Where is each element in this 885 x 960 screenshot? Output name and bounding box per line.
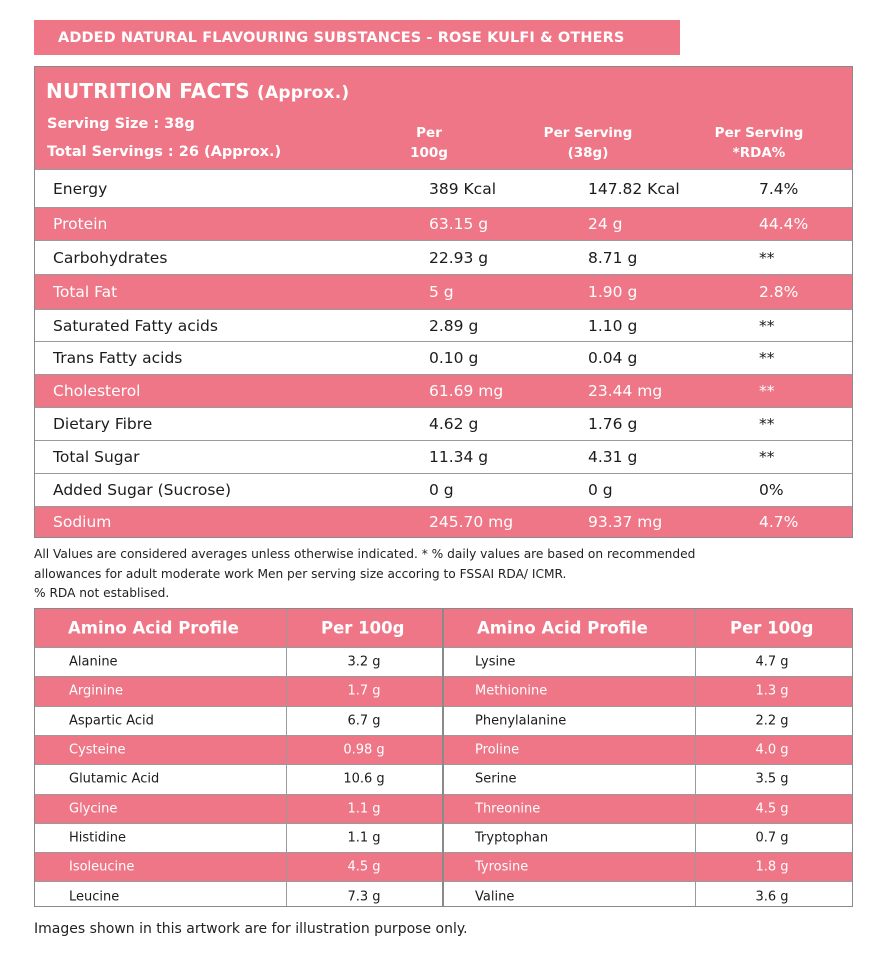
right-amino-name: Tryptophan bbox=[475, 830, 549, 846]
amino-acid-table bbox=[34, 608, 853, 907]
header-banner bbox=[34, 20, 680, 55]
nutrients-name: Protein bbox=[53, 215, 108, 233]
col-header-per100 bbox=[389, 123, 469, 163]
col-header-rda-l2: *RDA% bbox=[732, 145, 786, 161]
left-amino-value: 6.7 g bbox=[347, 713, 381, 729]
left-amino-name: Alanine bbox=[69, 654, 118, 670]
left-amino-value: 3.2 g bbox=[347, 654, 381, 670]
nutrition-row: Energy 389 Kcal 147.82 Kcal 7.4% bbox=[35, 169, 852, 207]
right-amino-name: Valine bbox=[475, 889, 515, 905]
disclaimer: Images shown in this artwork are for illustration purpose only. bbox=[34, 921, 468, 937]
left-amino-name: Histidine bbox=[69, 830, 126, 846]
right-amino-value: 4.7 g bbox=[755, 654, 789, 670]
nutrition-row: Cholesterol 61.69 mg 23.44 mg ** bbox=[35, 374, 852, 407]
nutrients-name: Cholesterol bbox=[53, 382, 141, 400]
left-amino-name: Cysteine bbox=[69, 742, 126, 758]
total-servings: Total Servings : 26 (Approx.) bbox=[47, 144, 282, 160]
right-amino-name: Methionine bbox=[475, 683, 548, 699]
left-amino-value: 1.1 g bbox=[347, 830, 381, 846]
nutrition-row: Total Fat 5 g 1.90 g 2.8% bbox=[35, 274, 852, 309]
nutrients-name: Added Sugar (Sucrose) bbox=[53, 481, 232, 499]
right-amino-value: 2.2 g bbox=[755, 713, 789, 729]
right-amino-value: 4.5 g bbox=[755, 801, 789, 817]
amino-header-left-val: Per 100g bbox=[321, 618, 405, 638]
footnote-line-1: All Values are considered averages unless otherwise indicated. * % daily values are based on recommended bbox=[34, 547, 696, 561]
nutrients-name: Dietary Fibre bbox=[53, 415, 153, 433]
right-amino-name: Lysine bbox=[475, 654, 516, 670]
right-amino-value: 1.8 g bbox=[755, 859, 789, 875]
banner-text: ADDED NATURAL FLAVOURING SUBSTANCES - ROSE KULFI & OTHERS bbox=[58, 29, 625, 46]
nutrients-name: Trans Fatty acids bbox=[53, 349, 183, 367]
nutrition-row: Total Sugar 11.34 g 4.31 g ** bbox=[35, 440, 852, 473]
nutrients-name: Total Sugar bbox=[53, 448, 140, 466]
right-amino-name: Phenylalanine bbox=[475, 713, 567, 729]
col-header-serving-l1: Per Serving bbox=[543, 125, 633, 141]
nutrition-row: Carbohydrates 22.93 g 8.71 g ** bbox=[35, 240, 852, 274]
left-amino-value: 1.1 g bbox=[347, 801, 381, 817]
left-amino-name: Isoleucine bbox=[69, 859, 135, 875]
nutrition-title-sub: (Approx.) bbox=[257, 83, 350, 103]
left-amino-name: Arginine bbox=[69, 683, 123, 699]
nutrition-facts-table bbox=[34, 66, 853, 538]
right-amino-value: 3.6 g bbox=[755, 889, 789, 905]
nutrition-row: Dietary Fibre 4.62 g 1.76 g ** bbox=[35, 407, 852, 440]
footnote bbox=[34, 545, 794, 604]
nutrition-header bbox=[35, 67, 852, 169]
col-header-serving-l2: (38g) bbox=[567, 145, 609, 161]
column-divider bbox=[286, 609, 287, 906]
nutrients-name: Saturated Fatty acids bbox=[53, 316, 218, 335]
nutrition-title bbox=[46, 79, 349, 103]
col-header-per100-l2: 100g bbox=[410, 145, 448, 161]
right-amino-value: 0.7 g bbox=[755, 830, 789, 846]
left-amino-value: 1.7 g bbox=[347, 683, 381, 699]
right-amino-name: Threonine bbox=[475, 801, 541, 817]
left-amino-value: 4.5 g bbox=[347, 859, 381, 875]
amino-header-left: Amino Acid Profile bbox=[68, 618, 239, 638]
nutrients-name: Total Fat bbox=[53, 283, 118, 301]
nutrition-row: Saturated Fatty acids 2.89 g 1.10 g ** bbox=[35, 309, 852, 341]
left-amino-value: 7.3 g bbox=[347, 889, 381, 905]
amino-header-right: Amino Acid Profile bbox=[477, 618, 648, 638]
right-amino-value: 1.3 g bbox=[755, 683, 789, 699]
left-amino-value: 10.6 g bbox=[343, 771, 385, 787]
left-amino-name: Leucine bbox=[69, 889, 120, 905]
nutrition-row: Sodium 245.70 mg 93.37 mg 4.7% bbox=[35, 506, 852, 537]
nutrition-row: Trans Fatty acids 0.10 g 0.04 g ** bbox=[35, 341, 852, 374]
right-amino-name: Proline bbox=[475, 742, 520, 758]
left-amino-name: Glycine bbox=[69, 801, 118, 817]
col-header-rda bbox=[699, 123, 819, 163]
column-divider bbox=[695, 609, 696, 906]
col-header-rda-l1: Per Serving bbox=[714, 125, 804, 141]
right-amino-value: 3.5 g bbox=[755, 771, 789, 787]
left-amino-name: Aspartic Acid bbox=[69, 713, 154, 729]
footnote-line-3: % RDA not establised. bbox=[34, 586, 170, 600]
serving-size: Serving Size : 38g bbox=[47, 116, 195, 132]
nutrients-name: Energy bbox=[53, 179, 108, 198]
nutrients-name: Carbohydrates bbox=[53, 248, 168, 267]
col-header-serving bbox=[528, 123, 648, 163]
nutrition-row: Protein 63.15 g 24 g 44.4% bbox=[35, 207, 852, 240]
left-amino-value: 0.98 g bbox=[343, 742, 385, 758]
footnote-line-2: allowances for adult moderate work Men per serving size accoring to FSSAI RDA/ ICMR. bbox=[34, 566, 567, 581]
left-amino-name: Glutamic Acid bbox=[69, 771, 160, 787]
col-header-per100-l1: Per bbox=[416, 125, 442, 141]
right-amino-name: Tyrosine bbox=[475, 859, 529, 875]
nutrition-row: Added Sugar (Sucrose) 0 g 0 g 0% bbox=[35, 473, 852, 506]
nutrition-title-text: NUTRITION FACTS bbox=[46, 79, 250, 103]
column-divider bbox=[442, 609, 444, 906]
amino-header-right-val: Per 100g bbox=[730, 618, 814, 638]
nutrients-name: Sodium bbox=[53, 513, 112, 531]
right-amino-name: Serine bbox=[475, 771, 517, 787]
right-amino-value: 4.0 g bbox=[755, 742, 789, 758]
